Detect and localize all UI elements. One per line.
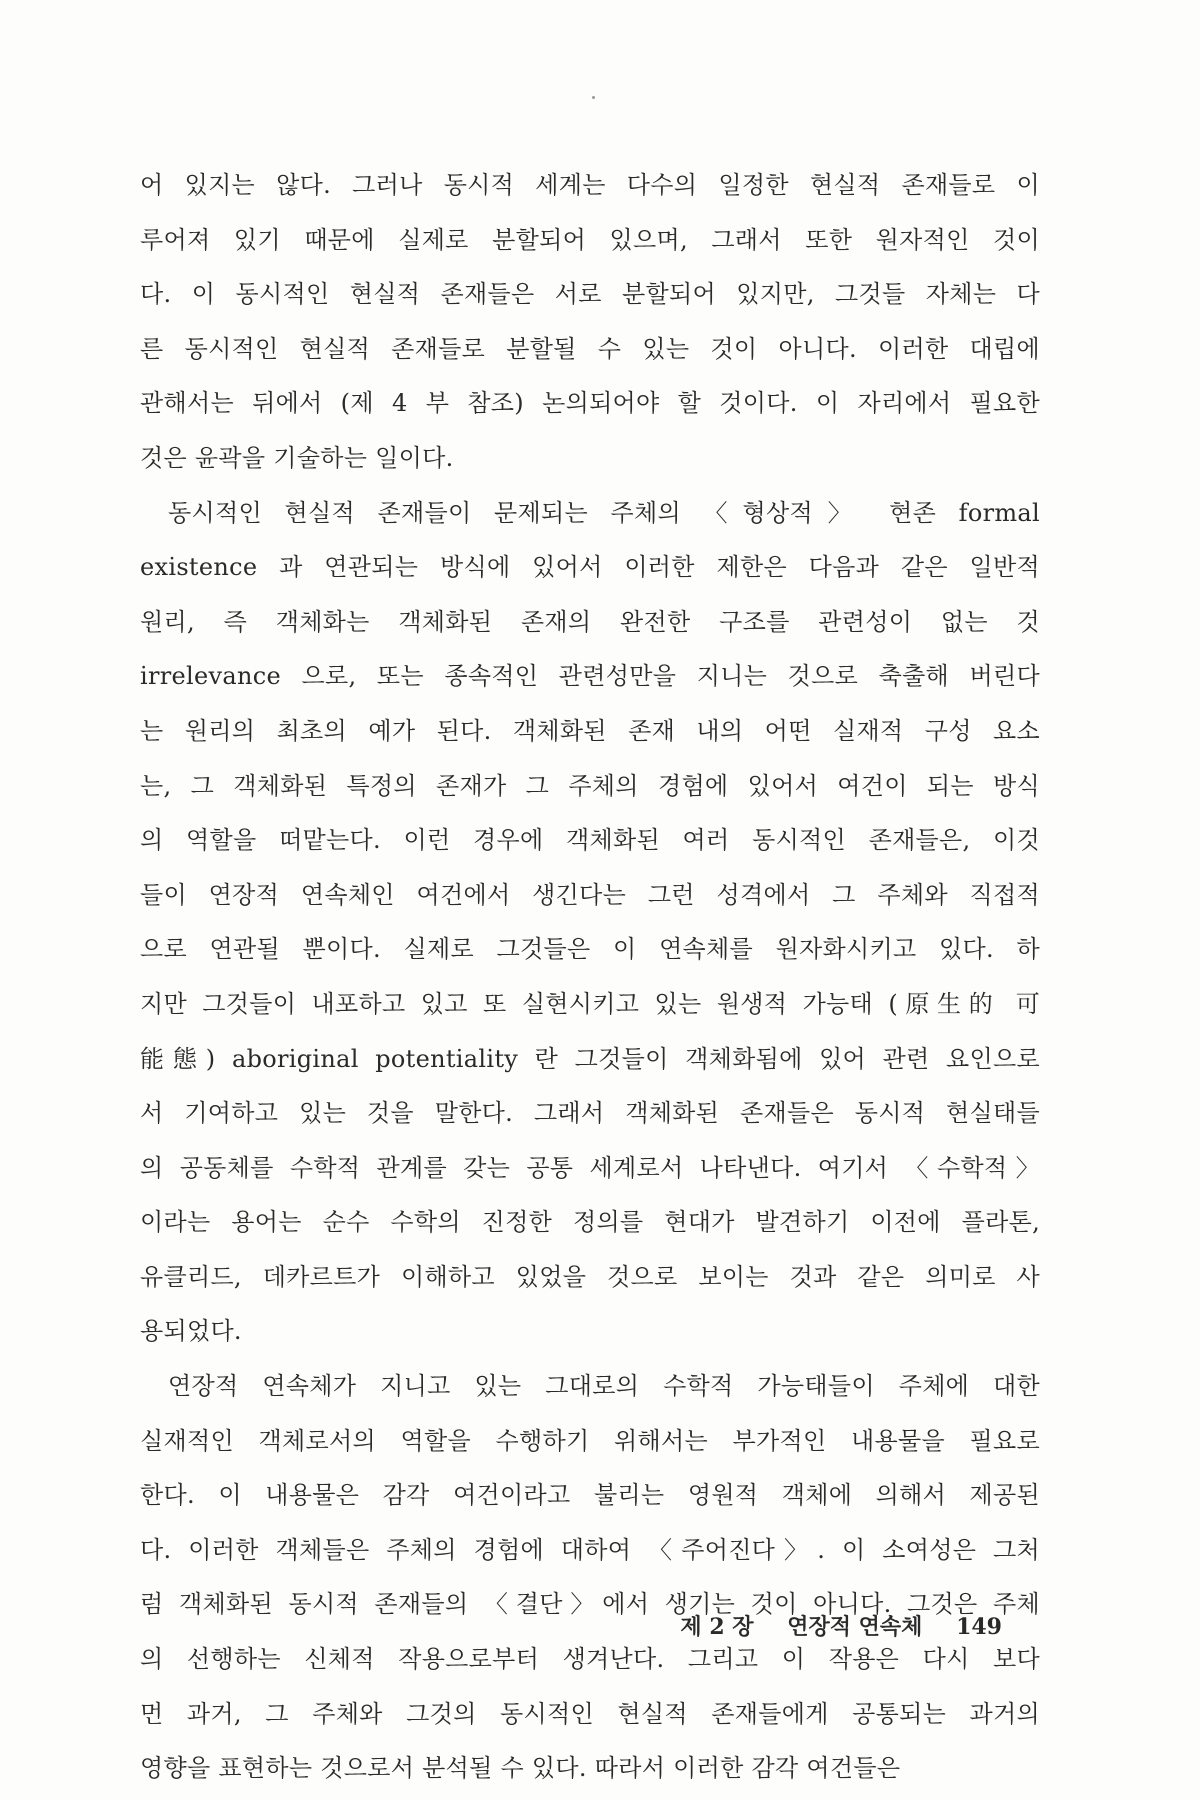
text-line: 것은 윤곽을 기술하는 일이다. xyxy=(140,443,454,472)
text-line: 원리, 즉 객체화는 객체화된 존재의 완전한 구조를 관련성이 없는 것 xyxy=(140,607,1040,636)
text-line: 영향을 표현하는 것으로서 분석될 수 있다. 따라서 이러한 감각 여건들은 xyxy=(140,1754,901,1783)
text-line: 어 있지는 않다. 그러나 동시적 세계는 다수의 일정한 현실적 존재들로 이 xyxy=(140,171,1040,199)
text-line: 의 선행하는 신체적 작용으로부터 생겨난다. 그리고 이 작용은 다시 보다 xyxy=(140,1645,1040,1674)
text-line: 지만 그것들이 내포하고 있고 또 실현시키고 있는 원생적 가능태 (原生的 可 xyxy=(140,989,1040,1018)
text-line: 서 기여하고 있는 것을 말한다. 그래서 객체화된 존재들은 동시적 현실태들 xyxy=(140,1099,1040,1128)
footer-title: 연장적 연속체 xyxy=(787,1614,923,1640)
speck-mark xyxy=(592,96,595,99)
text-line: 들이 연장적 연속체인 여건에서 생긴다는 그런 성격에서 그 주체와 직접적 xyxy=(140,880,1040,909)
text-line: 먼 과거, 그 주체와 그것의 동시적인 현실적 존재들에게 공통되는 과거의 xyxy=(140,1699,1040,1728)
text-line: irrelevance 으로, 또는 종속적인 관련성만을 지니는 것으로 축출해 버린다 xyxy=(140,662,1040,691)
text-line: 유클리드, 데카르트가 이해하고 있었을 것으로 보이는 것과 같은 의미로 사 xyxy=(140,1262,1040,1291)
text-line: 이라는 용어는 순수 수학의 진정한 정의를 현대가 발견하기 이전에 플라톤, xyxy=(140,1208,1040,1237)
text-line: 의 역할을 떠맡는다. 이런 경우에 객체화된 여러 동시적인 존재들은, 이것 xyxy=(140,826,1040,855)
text-line: 는, 그 객체화된 특정의 존재가 그 주체의 경험에 있어서 여건이 되는 방식 xyxy=(140,771,1040,800)
text-line: 실재적인 객체로서의 역할을 수행하기 위해서는 부가적인 내용물을 필요로 xyxy=(140,1426,1040,1455)
text-line: 관해서는 뒤에서 (제 4 부 참조) 논의되어야 할 것이다. 이 자리에서 필요한 xyxy=(140,389,1040,418)
text-line: 의 공동체를 수학적 관계를 갖는 공통 세계로서 나타낸다. 여기서 〈수학적〉 xyxy=(140,1153,1040,1182)
text-line: 용되었다. xyxy=(140,1317,242,1346)
text-line: 다. 이 동시적인 현실적 존재들은 서로 분할되어 있지만, 그것들 자체는 다 xyxy=(140,280,1040,309)
body-text xyxy=(140,158,1040,1796)
text-line: 能態) aboriginal potentiality 란 그것들이 객체화됨에 있어 관련 요인으로 xyxy=(140,1044,1040,1073)
text-line: 루어져 있기 때문에 실제로 분할되어 있으며, 그래서 또한 원자적인 것이 xyxy=(140,225,1040,254)
paragraph xyxy=(140,158,1040,486)
paragraph xyxy=(140,1359,1040,1796)
text-line: 동시적인 현실적 존재들이 문제되는 주체의 〈형상적〉 현존 formal xyxy=(168,498,1040,527)
text-line: 다. 이러한 객체들은 주체의 경험에 대하여 〈주어진다〉. 이 소여성은 그처 xyxy=(140,1535,1040,1564)
footer-chapter: 제 2 장 xyxy=(680,1614,754,1640)
text-line: 연장적 연속체가 지니고 있는 그대로의 수학적 가능태들이 주체에 대한 xyxy=(168,1372,1040,1401)
text-line: 한다. 이 내용물은 감각 여건이라고 불리는 영원적 객체에 의해서 제공된 xyxy=(140,1481,1040,1510)
page-number: 149 xyxy=(956,1614,1002,1640)
text-line: 럼 객체화된 동시적 존재들의 〈결단〉에서 생기는 것이 아니다. 그것은 주체 xyxy=(140,1590,1040,1619)
text-line: existence 과 연관되는 방식에 있어서 이러한 제한은 다음과 같은 일반적 xyxy=(140,553,1040,582)
text-line: 으로 연관될 뿐이다. 실제로 그것들은 이 연속체를 원자화시키고 있다. 하 xyxy=(140,935,1040,964)
paragraph xyxy=(140,486,1040,1360)
text-line: 는 원리의 최초의 예가 된다. 객체화된 존재 내의 어떤 실재적 구성 요소 xyxy=(140,716,1040,745)
text-line: 른 동시적인 현실적 존재들로 분할될 수 있는 것이 아니다. 이러한 대립에 xyxy=(140,334,1040,363)
running-footer xyxy=(680,1610,1002,1641)
